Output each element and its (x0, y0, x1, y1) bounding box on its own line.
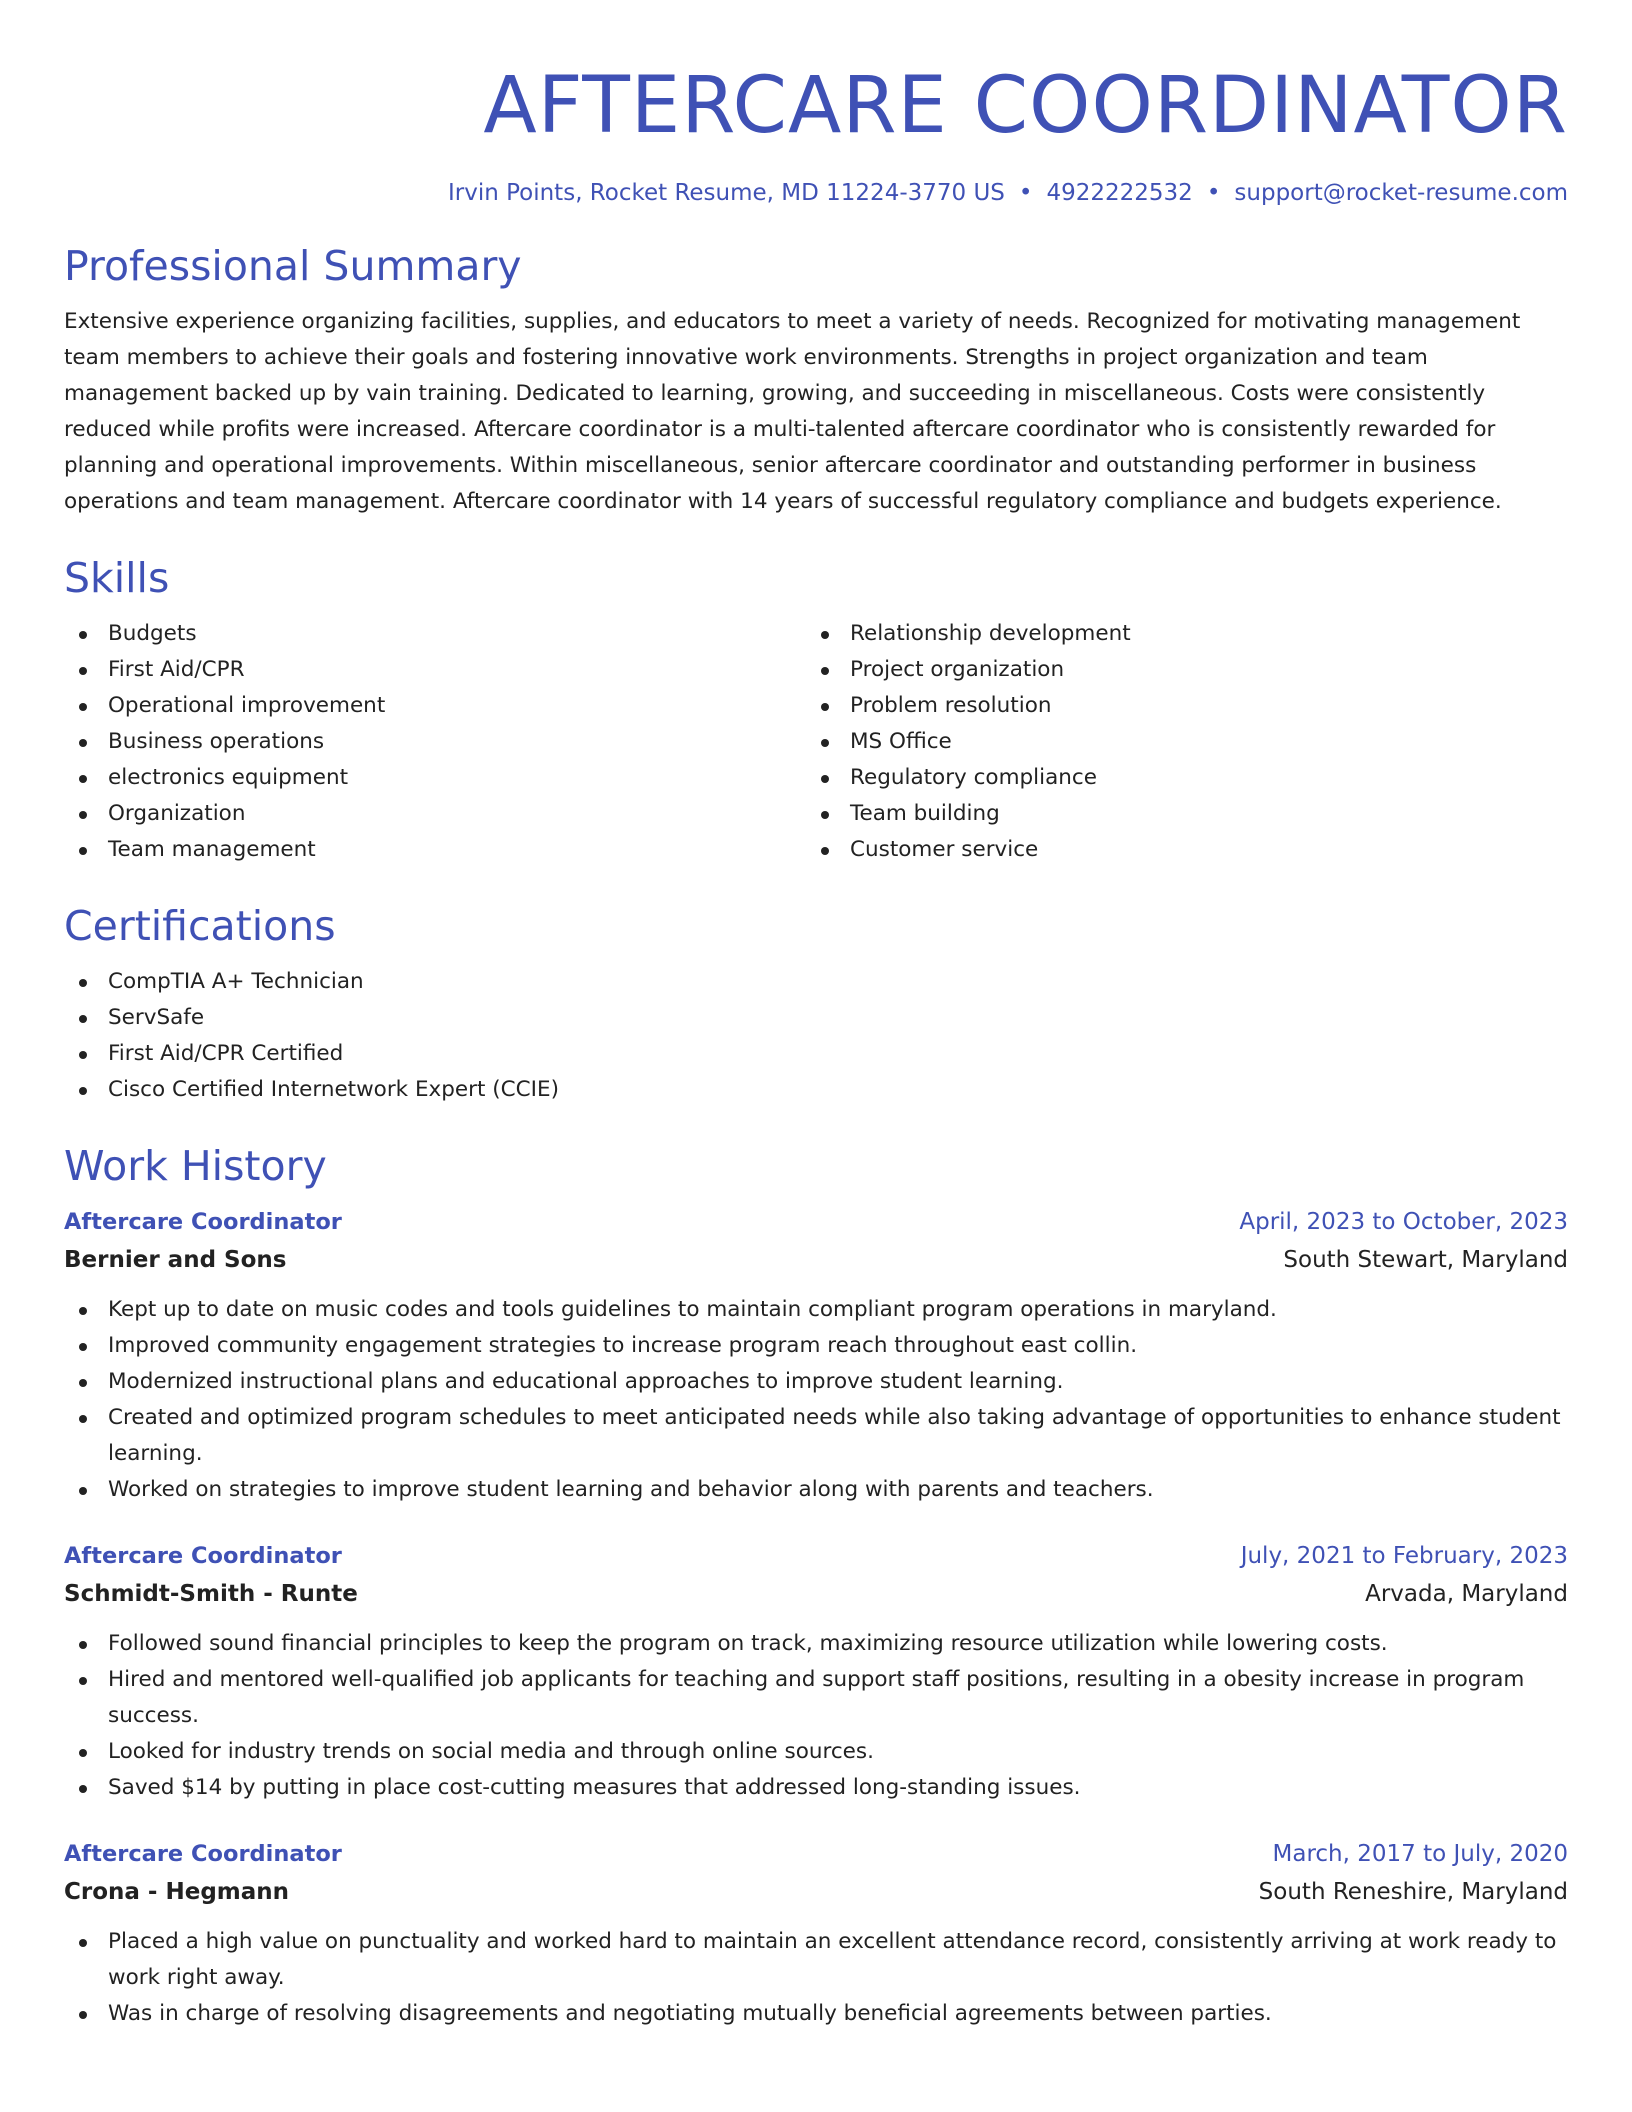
candidate-name: AFTERCARE COORDINATOR (483, 61, 1568, 151)
job-bullet: Kept up to date on music codes and tools guidelines to maintain compliant program operations in maryland. (64, 1292, 1568, 1328)
job-company-row (64, 1872, 1568, 1912)
skill-item: Problem resolution (806, 688, 1548, 724)
job-entry (64, 1836, 1568, 2032)
job-entry (64, 1204, 1568, 1508)
job-bullets (64, 1626, 1568, 1806)
job-company: Crona - Hegmann (64, 1879, 290, 1905)
certifications-list (64, 964, 1568, 1108)
contact-separator: • (1206, 180, 1221, 206)
certification-item: ServSafe (64, 1000, 1568, 1036)
job-location: Arvada, Maryland (1365, 1581, 1568, 1607)
job-company-row (64, 1240, 1568, 1280)
job-bullet: Followed sound financial principles to keep the program on track, maximizing resource utilization while lowering costs. (64, 1626, 1568, 1662)
job-bullet: Worked on strategies to improve student learning and behavior along with parents and teachers. (64, 1472, 1568, 1508)
job-dates: March, 2017 to July, 2020 (1272, 1841, 1568, 1867)
job-title: Aftercare Coordinator (64, 1841, 342, 1867)
job-entry (64, 1538, 1568, 1806)
job-bullet: Looked for industry trends on social media and through online sources. (64, 1734, 1568, 1770)
contact-phone[interactable]: 4922222532 (1046, 180, 1193, 206)
skill-item: Customer service (806, 832, 1548, 868)
job-company: Bernier and Sons (64, 1247, 287, 1273)
job-bullet: Modernized instructional plans and educational approaches to improve student learning. (64, 1364, 1568, 1400)
job-company-row (64, 1574, 1568, 1614)
skills-heading: Skills (64, 554, 170, 602)
skill-item: MS Office (806, 724, 1548, 760)
job-location: South Stewart, Maryland (1283, 1247, 1568, 1273)
contact-email[interactable]: support@rocket-resume.com (1234, 180, 1568, 206)
work-history-section (64, 1140, 1568, 2032)
job-bullet: Placed a high value on punctuality and worked hard to maintain an excellent attendance record, consistently arriving at work ready to work right away. (64, 1924, 1568, 1996)
skill-item: Regulatory compliance (806, 760, 1548, 796)
job-title: Aftercare Coordinator (64, 1543, 342, 1569)
job-bullet: Was in charge of resolving disagreements and negotiating mutually beneficial agreements between parties. (64, 1996, 1568, 2032)
certifications-section (64, 900, 1568, 1108)
resume-header (64, 56, 1568, 208)
work-history-heading: Work History (64, 1142, 327, 1190)
skill-item: Operational improvement (64, 688, 806, 724)
job-bullets (64, 1924, 1568, 2032)
skill-item: Team management (64, 832, 806, 868)
skill-item: First Aid/CPR (64, 652, 806, 688)
job-dates: July, 2021 to February, 2023 (1240, 1543, 1568, 1569)
skills-left-list (64, 616, 806, 868)
contact-separator: • (1018, 180, 1033, 206)
summary-text: Extensive experience organizing facilities, supplies, and educators to meet a variety of needs. Recognized for motivating management team members to achieve their goals and fostering innovative work environments. Strengths in project organization and team management backed up by vain training. Dedicated to learning, growing, and succeeding in miscellaneous. Costs were consistently reduced while profits were increased. Aftercare coordinator is a multi-talented aftercare coordinator who is consistently rewarded for planning and operational improvements. Within miscellaneous, senior aftercare coordinator and outstanding performer in business operations and team management. Aftercare coordinator with 14 years of successful regulatory compliance and budgets experience. (64, 309, 1521, 514)
skill-item: Organization (64, 796, 806, 832)
certification-item: CompTIA A+ Technician (64, 964, 1568, 1000)
job-title-row (64, 1836, 1568, 1872)
skill-item: Budgets (64, 616, 806, 652)
skill-item: Team building (806, 796, 1548, 832)
skill-item: Business operations (64, 724, 806, 760)
job-bullet: Improved community engagement strategies to increase program reach throughout east collin. (64, 1328, 1568, 1364)
job-dates: April, 2023 to October, 2023 (1239, 1209, 1568, 1235)
skills-grid (64, 616, 1568, 868)
job-bullets (64, 1292, 1568, 1508)
skill-item: electronics equipment (64, 760, 806, 796)
job-location: South Reneshire, Maryland (1258, 1879, 1568, 1905)
contact-line (64, 178, 1568, 208)
job-title-row (64, 1538, 1568, 1574)
skill-item: Project organization (806, 652, 1548, 688)
summary-section (64, 240, 1568, 520)
job-title-row (64, 1204, 1568, 1240)
certification-item: Cisco Certified Internetwork Expert (CCIE) (64, 1072, 1568, 1108)
summary-heading: Professional Summary (64, 242, 522, 290)
job-company: Schmidt-Smith - Runte (64, 1581, 358, 1607)
skill-item: Relationship development (806, 616, 1548, 652)
job-bullet: Hired and mentored well-qualified job applicants for teaching and support staff positions, resulting in a obesity increase in program success. (64, 1662, 1568, 1734)
contact-address: Irvin Points, Rocket Resume, MD 11224-3770 US (447, 180, 1005, 206)
skills-right-list (806, 616, 1548, 868)
certification-item: First Aid/CPR Certified (64, 1036, 1568, 1072)
job-title: Aftercare Coordinator (64, 1209, 342, 1235)
job-bullet: Saved $14 by putting in place cost-cutting measures that addressed long-standing issues. (64, 1770, 1568, 1806)
job-bullet: Created and optimized program schedules to meet anticipated needs while also taking advantage of opportunities to enhance student learning. (64, 1400, 1568, 1472)
skills-section (64, 552, 1568, 868)
certifications-heading: Certifications (64, 902, 336, 950)
